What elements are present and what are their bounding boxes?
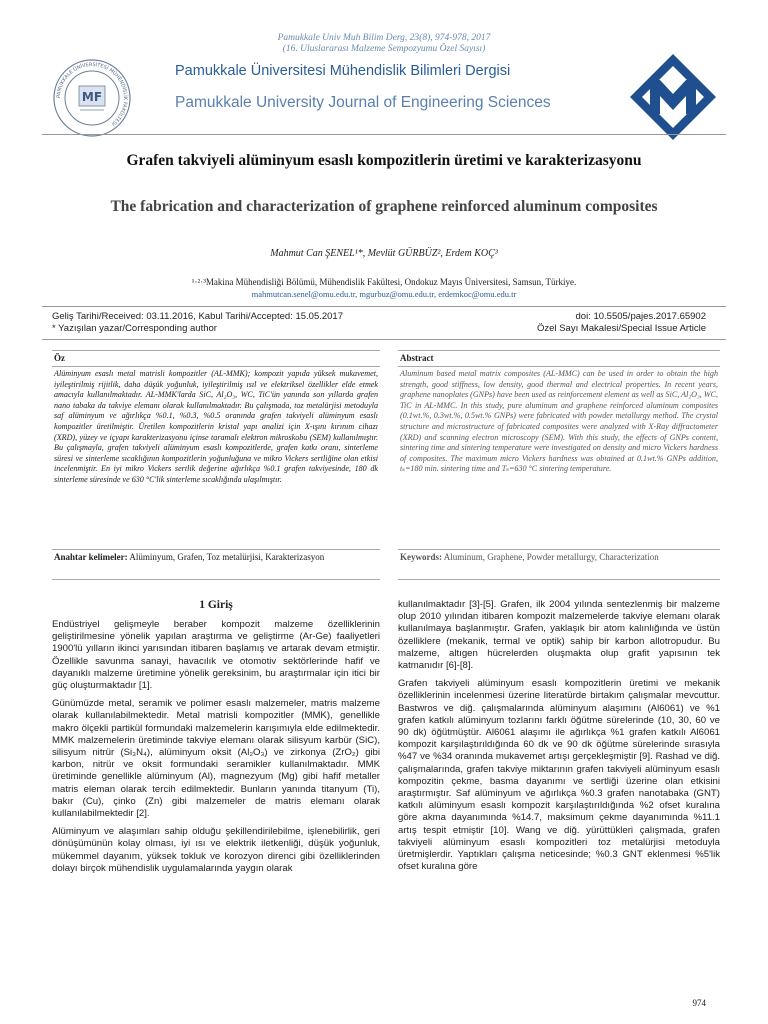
- journal-name-en: Pamukkale University Journal of Engineering Sciences: [175, 94, 551, 111]
- svg-text:MF: MF: [81, 90, 103, 104]
- paragraph: Alüminyum ve alaşımları sahip olduğu şekillendirilebilme, işlenebilirlik, geri dönüşümünün kolay olması, iyi ısı ve elektrik iletkenliği, düşük yoğunluk, mükemmel dayanım, yüksek tokluk ve korozyon direnci gibi özelliklerinden dolayı birçok mühendislik uygulamalarında yaygın olarak: [52, 826, 380, 874]
- paragraph: Günümüzde metal, seramik ve polimer esaslı malzemeler, matris malzeme olarak kullanılabilmektedir. Metal matrisli kompozitler (MMK), genellikle makro ölçekli partikül formundaki malzemelerin karışımıyla elde edilmektedir. MMK malzemelerin üretiminde takviye elemanı olarak silisyum karbür (SiC), silisyum nitrür (Si₃N₄), alüminyum oksit (Al₂O₃) ve zirkonya (ZrO₂) gibi karbon, nitrür ve oksit formundaki seramikler kullanılmaktadır. MMK üretiminde genellikle alüminyum (Al), magnezyum (Mg) gibi hafif metaller matris eleman olarak tercih edilmektedir. Bunların yanında titanyum (Ti), bakır (Cu), çinko (Zn) gibi malzemeler de matris elemanı olarak kullanılabilmektedir [2].: [52, 698, 380, 820]
- keywords-en-list: Aluminum, Graphene, Powder metallurgy, Characterization: [443, 552, 659, 562]
- abstract-en-box: [398, 350, 720, 580]
- journal-citation: Pamukkale Univ Muh Bilim Derg, 23(8), 974-978, 2017: [277, 33, 491, 43]
- article-type: Özel Sayı Makalesi/Special Issue Article: [537, 323, 706, 334]
- svg-text:PAMUKKALE ÜNİVERSİTESİ MÜHENDİ: PAMUKKALE ÜNİVERSİTESİ MÜHENDİSLİK FAKÜLTESİ: [55, 61, 129, 127]
- section-1-heading: 1 Giriş: [199, 599, 233, 611]
- abstract-tr-box: [52, 350, 380, 580]
- abstract-tr-heading: Öz: [52, 351, 380, 367]
- faculty-seal-logo: [52, 58, 132, 138]
- body-right-column: [398, 599, 720, 979]
- paragraph: Endüstriyel gelişmeyle beraber kompozit malzeme özelliklerinin geliştirilmesine yönelik yapılan araştırma ve geliştirme (Ar-Ge) faaliyetleri 1900'lü yılların ikinci yarısından itibaren başlamış ve artarak devam etmiştir. Özellikle savunma sanayi, havacılık ve otomotiv sektörlerinde hafif ve dayanıklı malzeme üretimine yönelik gereksinim, bu araştırmalar için itici bir güç oluşturmaktadır [1].: [52, 619, 380, 692]
- meta-divider-top: [42, 306, 726, 307]
- author-emails[interactable]: mahmutcan.senel@omu.edu.tr, mgurbuz@omu.edu.tr, erdemkoc@omu.edu.tr: [251, 289, 517, 299]
- journal-name-tr: Pamukkale Üniversitesi Mühendislik Bilimleri Dergisi: [175, 63, 511, 79]
- keywords-en: [398, 549, 720, 562]
- corresponding-author-note: * Yazışılan yazar/Corresponding author: [52, 323, 217, 334]
- article-title-tr: Grafen takviyeli alüminyum esaslı kompozitlerin üretimi ve karakterizasyonu: [126, 152, 642, 169]
- journal-emblem-logo: [628, 52, 718, 142]
- journal-special-issue: (16. Uluslararası Malzeme Sempozyumu Özel Sayısı): [282, 44, 486, 54]
- received-accepted-dates: Geliş Tarihi/Received: 03.11.2016, Kabul Tarihi/Accepted: 15.05.2017: [52, 311, 343, 322]
- affiliation: ¹·²·³Makina Mühendisliği Bölümü, Mühendislik Fakültesi, Ondokuz Mayıs Üniversitesi, Samsun, Türkiye.: [191, 277, 577, 287]
- keywords-tr-list: Alüminyum, Grafen, Toz metalürjisi, Karakterizasyon: [129, 552, 325, 562]
- keywords-tr: [52, 549, 380, 562]
- page-number: 974: [692, 998, 706, 1008]
- abstract-en-heading: Abstract: [398, 351, 720, 367]
- meta-divider-bottom: [42, 339, 726, 340]
- paragraph: kullanılmaktadır [3]-[5]. Grafen, ilk 2004 yılında sentezlenmiş bir malzeme olup 2010 yılından itibaren kompozit malzemelerde takviye elemanı olarak kullanılmaya başlanmıştır. Grafen, yaklaşık bir atom kalınlığında ve üstün özelliklere (mekanik, termal ve optik) sahip bir karbon allotropudur. Bu malzeme, altıgen hücrelerden oluşmakta olup grafit yapısının tek katmanıdır [6]-[8].: [398, 599, 720, 672]
- keywords-en-label: Keywords:: [400, 552, 442, 562]
- paragraph: Grafen takviyeli alüminyum esaslı kompozitlerin üretimi ve mekanik özelliklerinin incelenmesi üzerine literatürde birtakım çalışmalar mevcuttur. Bastwros ve diğ. çalışmalarında alüminyum alaşımını (Al6061) ve %1 grafen katkılı alüminyum tozlarını farklı öğütme sürelerinde (10, 30, 60 ve 90 dk) öğütmüştür. Al6061 alaşımı ile ağırlıkça %1 grafen katkılı Al6061 kompozit karşılaştırıldığında 60 dk ve 90 dk öğütme sürelerinde sırasıyla %47 ve %34 oranında mukavemet artışı gerçekleşmiştir [9]. Rashad ve diğ. çalışmalarında, grafen takviye miktarının grafen takviyeli alüminyum esaslı kompozitin çekme, basma dayanımı ve sertliği üzerine olan etkisini araştırmıştır. Saf alüminyum ve ağırlıkça %0.3 grafen nanotabaka (GNT) katkılı alüminyum esaslı kompozit karşılaştırıldığında %2 ofset kuralına göre akma dayanımında %14.7, maksimum çekme dayanımında %11.1 artış tespit etmiştir [10]. Wang ve diğ. yürüttükleri çalışmada, grafen takviyeli alüminyum esaslı kompozitleri toz metalürjisi metoduyla üretmişlerdir. Yaptıkları çalışma neticesinde; %0.3 GNT eklenmesi %5'lik ofset kuralına göre: [398, 678, 720, 873]
- article-title-en: The fabrication and characterization of graphene reinforced aluminum composites: [110, 198, 658, 215]
- abstract-en-text: Aluminum based metal matrix composites (AL-MMC) can be used in order to obtain the high strength, good stiffness, low density, good thermal and electrical properties. In recent years, graphene nanoplates (GNPs) have been used as reinforcement element as well as SiC, Al₂O₃, WC, TiC in AL-MMC. In this study, pure aluminum and graphene reinforced aluminum composites (0.1wt.%, 0.3wt.%, 0.5wt.% GNPs) were fabricated with powder metallurgy method. The crystal structure and microstructure of fabricated composites were analyzed with X-Ray diffractometer (XRD) and scanning electron microscopy (SEM). With this study, the effects of GNPs content, sintering time and sintering temperature were investigated on density and micro Vickers hardness of composites. The maximum micro Vickers hardness was obtained at 0.1wt.% GNPs addition, tₛ=180 min. sintering time and Tₛ=630 °C sintering temperature.: [400, 369, 719, 474]
- header-divider: [42, 134, 726, 135]
- body-left-column: [52, 619, 380, 979]
- abstract-tr-text: Alüminyum esaslı metal matrisli kompozitler (AL-MMK); kompozit yapıda yüksek mukavemet, iyileştirilmiş rijitlik, daha düşük yoğunluk, iyileştirilmiş ısıl ve elektriksel özellikler elde etmek amacıyla kullanılmaktadır. AL-MMK'larda SiC, Al₂O₃, WC, TiC'ün yanında son yıllarda grafen nano tabaka da takviye elemanı olarak kullanılmaktadır. Bu çalışmada, toz metalürjisi metoduyla saf alüminyum ve ağırlıkça %0.1, %0.3, %0.5 oranında grafen takviyeli alüminyum esaslı kompozitler üretilmiştir. Üretilen kompozitlerin kristal yapı analizi için X-ışını kırınım cihazı (XRD), yüzey ve içyapı karakterizasyonu içinse taramalı elektron mikroskobu (SEM) kullanılmıştır. Bu çalışmayla, grafen takviyeli alüminyum esaslı kompozitlerde, grafen katkı oranı, sinterleme süresi ve sinterleme sıcaklığının kompozitlerin yoğunluğuna ve mikro Vickers sertliğine olan etkisi incelenmiştir. En iyi mikro Vickers sertlik değerine ağırlıkça %0.1 grafen takviyesinde, 180 dk sinterleme süresinde ve 630 °C'lik sinterleme sıcaklığında ulaşılmıştır.: [54, 369, 378, 484]
- doi[interactable]: doi: 10.5505/pajes.2017.65902: [575, 311, 706, 322]
- keywords-tr-label: Anahtar kelimeler:: [54, 552, 128, 562]
- authors: Mahmut Can ŞENEL¹*, Mevlüt GÜRBÜZ², Erdem KOÇ³: [270, 248, 498, 259]
